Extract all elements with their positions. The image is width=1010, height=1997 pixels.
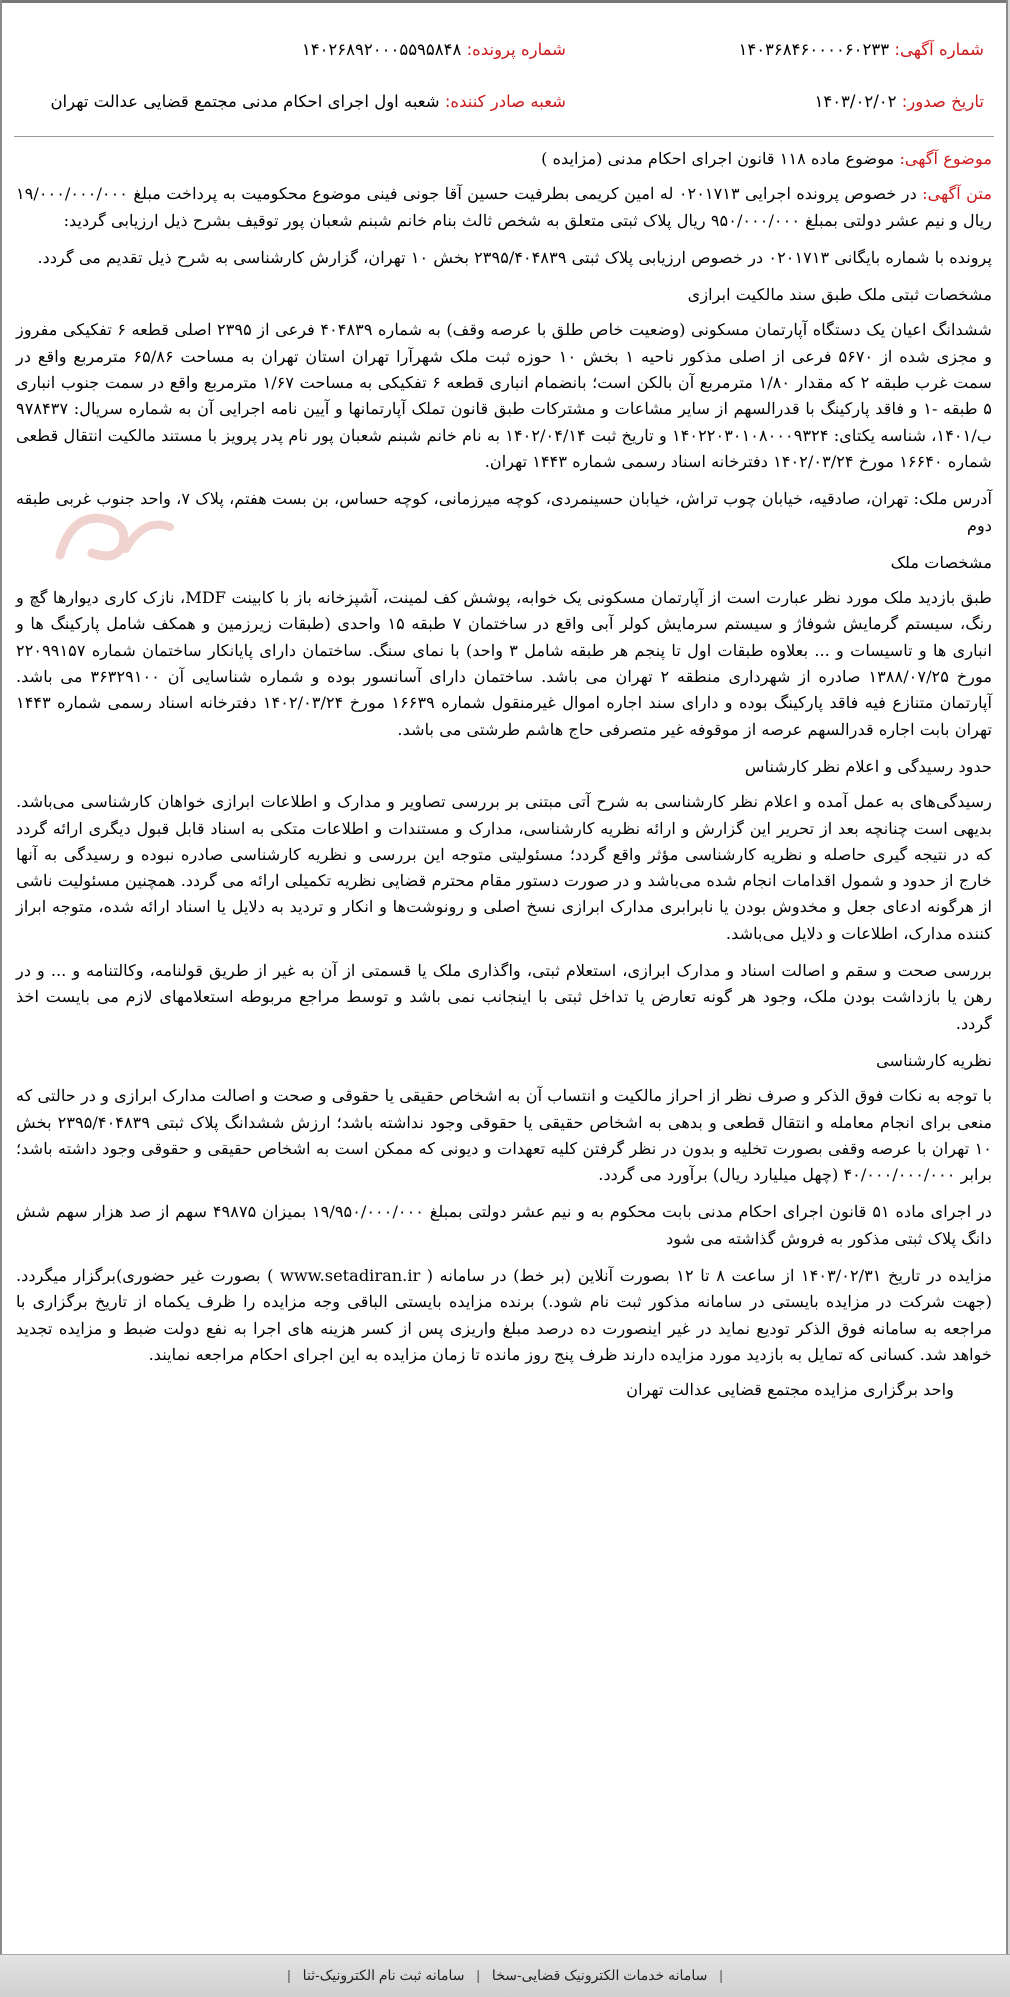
footer-bar: | سامانه خدمات الکترونیک قضایی-سخا | سامانه ثبت نام الکترونیک-ثنا | [0,1954,1010,1997]
heading-property-specs: مشخصات ملک [890,552,992,572]
notice-body [16,146,992,1414]
paragraph-property-specs: طبق بازدید ملک مورد نظر عبارت است از آپارتمان مسکونی یک خوابه، پوشش کف لمینت، آشپزخانه باز با کابینت MDF، نازک کاری دیوارها گچ و رنگ، سیستم گرمایش شوفاژ و سیستم سرمایش کولر آبی واقع در ساختمان ۷ طبقه ۱۵ واحدی (طبقات زیرزمین و همکف شامل پارکینگ ها و انباری ها و تاسیسات و ... بعلاوه طبقات اول تا پنجم هر طبقه شامل ۳ واحد) با نمای سنگ. ساختمان دارای پایانکار ساختمان شماره ۲۲۰۹۹۱۵۷ مورخ ۱۳۸۸/۰۷/۲۵ صادره از شهرداری منطقه ۲ تهران می باشد. ساختمان دارای آسانسور بوده و شماره شناسایی آن ۳۶۳۲۹۱۰۰ می باشد. آپارتمان متنازع فیه فاقد پارکینگ بوده و دارای سند اجاره اموال غیرمنقول شماره ۱۶۶۳۹ مورخ ۱۴۰۲/۰۳/۲۴ دفترخانه اسناد رسمی شماره ۱۴۴۳ تهران بابت اجاره قدرالسهم عرصه از موقوفه غیر متصرفی حاج هاشم طرشتی می باشد. [16,588,993,739]
paragraph-archive: پرونده با شماره بایگانی ۰۲۰۱۷۱۳ در خصوص ارزیابی پلاک ثبتی ۲۳۹۵/۴۰۴۸۳۹ بخش ۱۰ تهران، گزارش کارشناسی به شرح ذیل تقدیم می گردد. [37,247,992,267]
paragraph-review-scope: رسیدگی‌های به عمل آمده و اعلام نظر کارشناسی به شرح آتی مبتنی بر بررسی تصاویر و مدارک و اطلاعات ابرازی خواهان کارشناسی می‌باشد. بدیهی است چنانچه بعد از تحریر این گزارش و ارائه نظریه کارشناسی، مدارک و مستندات و اطلاعات متکی به اسناد قابل قبول دیگری ارائه گردد که در نتیجه گیری حاصله و نظریه کارشناسی مؤثر واقع گردد؛ مسئولیتی متوجه این بررسی و نظریه کارشناسی صادره نبوده و رسیدگی به آنها خارج از حدود و شمول اقدامات انجام شده می‌باشد و در صورت دستور مقام محترم قضایی نظریه تکمیلی ارائه می گردد. همچنین مسئولیت ناشی از هرگونه ادعای جعل و مخدوش بودن یا نابرابری مدارک ابرازی نسخ اصلی و رونوشت‌ها و انکار و تردید به دلایل یا اسناد ارائه شده، متوجه ابراز کننده مدارک، اطلاعات و دلایل می‌باشد. [16,792,992,943]
footer-link-sakha[interactable]: سامانه خدمات الکترونیک قضایی-سخا [491,1967,708,1983]
footer-link-sana[interactable]: سامانه ثبت نام الکترونیک-ثنا [302,1967,465,1983]
heading-expert-opinion: نظریه کارشناسی [876,1050,992,1070]
signature: واحد برگزاری مزایده مجتمع قضایی عدالت تهران [626,1380,954,1400]
heading-registration: مشخصات ثبتی ملک طبق سند مالکیت ابرازی [687,285,992,305]
paragraph-intro: متن آگهی: در خصوص پرونده اجرایی ۰۲۰۱۷۱۳ له امین کریمی بطرفیت حسین آقا جونی فینی موضوع محکومیت به پرداخت مبلغ ۱۹/۰۰۰/۰۰۰/۰۰۰ ریال و نیم عشر دولتی بمبلغ ۹۵۰/۰۰۰/۰۰۰ ریال پلاک ثبتی متعلق به شخص ثالث بنام خانم شبنم شعبان پور توقیف بشرح ذیل ارزیابی گردید: [16,184,992,230]
paragraph-registration: ششدانگ اعیان یک دستگاه آپارتمان مسکونی (وضعیت خاص طلق با عرصه وقف) به شماره ۴۰۴۸۳۹ فرعی از ۲۳۹۵ اصلی قطعه ۶ تفکیکی مفروز و مجزی شده از ۵۶۷۰ فرعی از اصلی مذکور ناحیه ۱ بخش ۱۰ حوزه ثبت ملک شهرآرا تهران استان تهران به مساحت ۶۵/۸۶ مترمربع واقع در سمت غرب طبقه ۲ که مقدار ۱/۸۰ مترمربع آن بالکن است؛ بانضمام انباری قطعه ۶ تفکیکی به مساحت ۱/۶۷ مترمربع واقع در سمت جنوب انباری ۵ طبقه -۱ و فاقد پارکینگ با قدرالسهم از سایر مشاعات و مشترکات طبق قانون تملک آپارتمانها و آیین نامه اجرایی آن به شماره سریال: ۹۷۸۴۳۷ ب/۱۴۰۱، شناسه یکتای: ۱۴۰۲۲۰۳۰۱۰۸۰۰۰۹۳۲۴ و تاریخ ثبت ۱۴۰۲/۰۴/۱۴ به نام خانم شبنم شعبان پور نام پدر پرویز با مستند مالکیت انتقال قطعی شماره ۱۶۶۴۰ مورخ ۱۴۰۲/۰۳/۲۴ دفترخانه اسناد رسمی شماره ۱۴۴۳ تهران. [16,320,992,471]
paragraph-verification: بررسی صحت و سقم و اصالت اسناد و مدارک ابرازی، استعلام ثبتی، واگذاری ملک یا قسمتی از آن به غیر از طریق قولنامه، وکالتنامه و ... و در رهن یا بازداشت بودن ملک، وجود هر گونه تعارض یا تداخل ثبتی با اینجانب نمی باشد و توسط مراجع مربوطه استعلامهای لازم می بایست اخذ گردد. [16,961,992,1033]
issue-date: تاریخ صدور: ۱۴۰۳/۰۲/۰۲ [814,92,984,111]
case-number: شماره پرونده: ۱۴۰۲۶۸۹۲۰۰۰۵۵۹۵۸۴۸ [301,40,566,59]
header-divider [14,136,994,137]
heading-review-scope: حدود رسیدگی و اعلام نظر کارشناس [744,756,992,776]
notice-subject: موضوع آگهی: موضوع ماده ۱۱۸ قانون اجرای احکام مدنی (مزایده ) [541,149,992,168]
issuing-branch: شعبه صادر کننده: شعبه اول اجرای احکام مدنی مجتمع قضایی عدالت تهران [50,92,566,111]
paragraph-expert-opinion: با توجه به نکات فوق الذکر و صرف نظر از احراز مالکیت و انتساب آن به اشخاص حقیقی یا حقوقی و صحت و اصالت مدارک ابرازی و در حالتی که منعی برای انجام معامله و انتقال قطعی و بدهی به اشخاص حقیقی یا حقوقی وجود نداشته باشد؛ ارزش ششدانگ پلاک ثبتی ۲۳۹۵/۴۰۴۸۳۹ بخش ۱۰ تهران با عرصه وقفی بصورت تخلیه و بدون در نظر گرفتن کلیه تعهدات و دیونی که ممکن است به اشخاص حقیقی و حقوقی وجود داشته باشد؛ برابر ۴۰/۰۰۰/۰۰۰/۰۰۰ (چهل میلیارد ریال) برآورد می گردد. [16,1086,992,1185]
paragraph-address: آدرس ملک: تهران، صادقیه، خیابان چوب تراش، خیابان حسینمردی، کوچه میرزمانی، کوچه حساس، بن بست هفتم، پلاک ۷، واحد جنوب غربی طبقه دوم [16,489,993,535]
paragraph-article-51: در اجرای ماده ۵۱ قانون اجرای احکام مدنی بابت محکوم به و نیم عشر دولتی بمبلغ ۱۹/۹۵۰/۰۰۰/۰۰۰ بمیزان ۴۹۸۷۵ سهم از صد هزار سهم شش دانگ پلاک ثبتی مذکور به فروش گذاشته می شود [16,1202,993,1248]
paragraph-auction-terms: مزایده در تاریخ ۱۴۰۳/۰۲/۳۱ از ساعت ۸ تا ۱۲ بصورت آنلاین (بر خط) در سامانه ( www.setadiran.ir ) بصورت غیر حضوری)برگزار میگردد. (جهت شرکت در مزایده بایستی در سامانه مذکور ثبت نام شود.) برنده مزایده بایستی الباقی وجه مزایده را ظرف یکماه از تاریخ برگزاری با مراجعه به سامانه فوق الذکر تودیع نماید در غیر اینصورت ده درصد مبلغ واریزی پس از کسر هزینه های اجرا به نفع دولت ضبط و مزایده تجدید خواهد شد. کسانی که تمایل به بازدید مورد مزایده دارند ظرف پنج روز مانده تا زمان مزایده به این اجرای احکام مراجعه نمایند. [16,1265,992,1364]
top-border [2,0,1006,3]
ad-number: شماره آگهی: ۱۴۰۳۶۸۴۶۰۰۰۰۶۰۲۳۳ [738,40,984,59]
